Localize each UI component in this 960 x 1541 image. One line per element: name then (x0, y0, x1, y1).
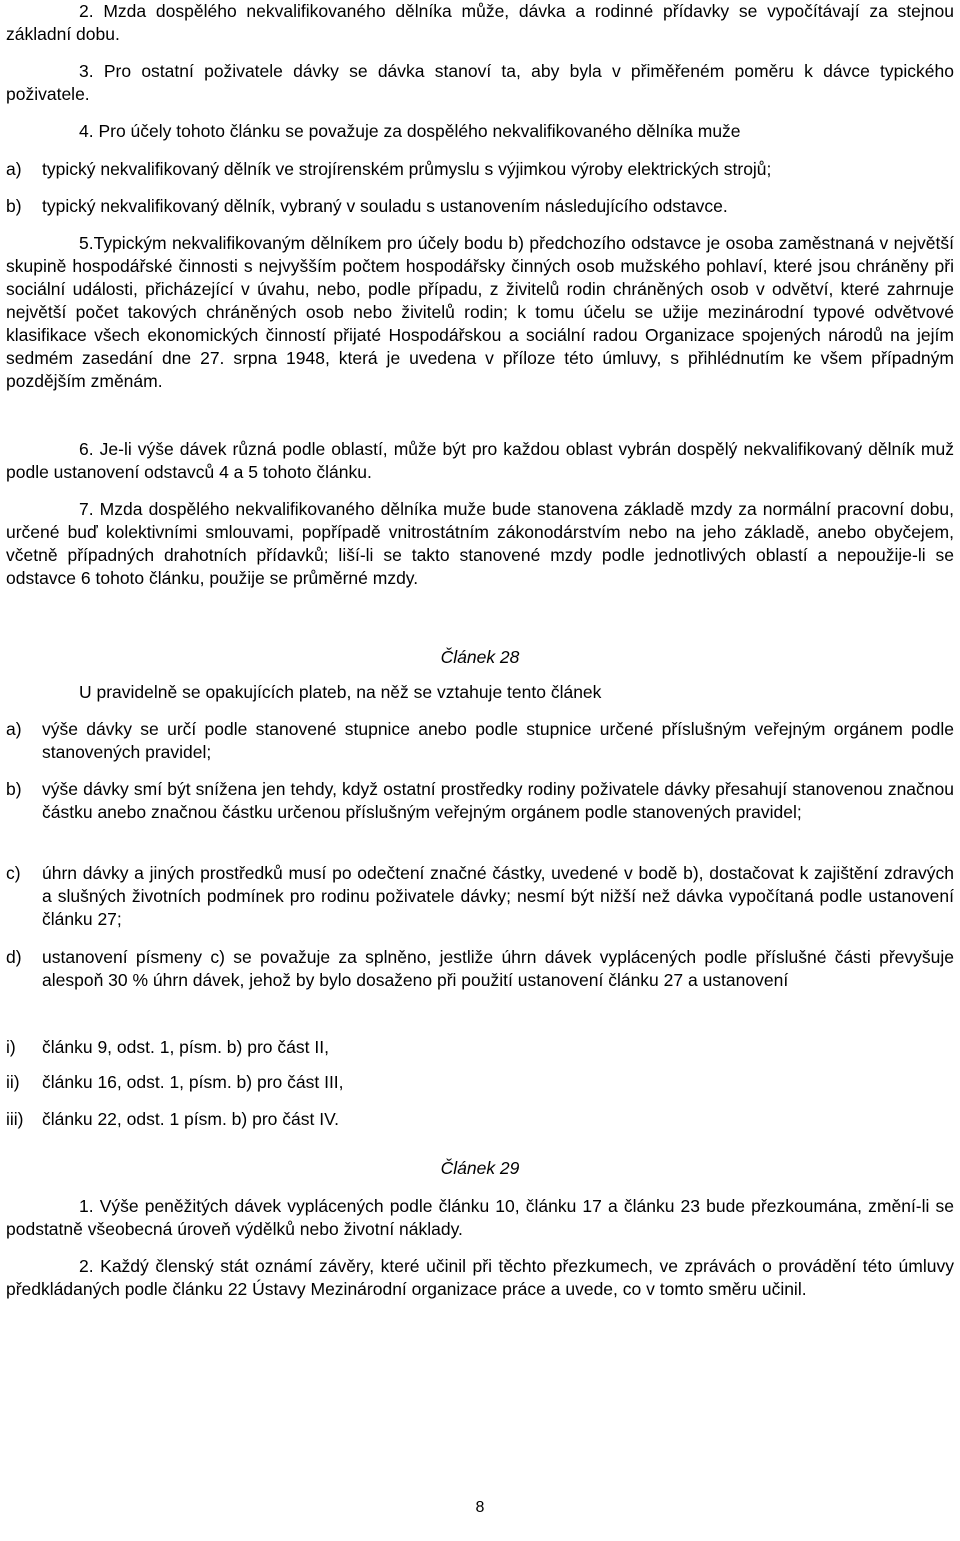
paragraph-5: 5.Typickým nekvalifikovaným dělníkem pro účely bodu b) předchozího odstavce je osoba zaměstnaná v největší skupině hospodářské činnosti s nejvyšším počtem hospodářsky činných osob mužského pohlaví, které jsou chráněny při sociální události, přicházející v úvahu, nebo, podle případu, z živitelů rodin chráněných osob v odvětví, které zahrnuje největší počet takových chráněných osob nebo živitelů rodin; k tomu účelu se užije mezinárodní typové odvětvové klasifikace všech ekonomických činností přijaté Hospodářskou a sociální radou Organizace spojených národů na jejím sedmém zasedání dne 27. srpna 1948, která je uvedena v příloze této úmluvy, s přihlédnutím ke všem případným pozdějším změnám. (6, 233, 954, 391)
article-28-intro: U pravidelně se opakujících plateb, na něž se vztahuje tento článek (79, 682, 602, 702)
list-item-text: typický nekvalifikovaný dělník, vybraný v souladu s ustanovením následujícího odstavce. (42, 196, 728, 216)
paragraph-6: 6. Je-li výše dávek různá podle oblastí, může být pro každou oblast vybrán dospělý nekvalifikovaný dělník muž podle ustanovení odstavců 4 a 5 tohoto článku. (6, 439, 954, 482)
list-item-text: článku 9, odst. 1, písm. b) pro část II, (42, 1037, 329, 1057)
paragraph-4: 4. Pro účely tohoto článku se považuje za dospělého nekvalifikovaného dělníka muže (79, 121, 741, 141)
article-28-item-a (6, 718, 954, 764)
article-28-item-ii (6, 1071, 954, 1094)
article-29-paragraph-1: 1. Výše peněžitých dávek vyplácených podle článku 10, článku 17 a článku 23 bude přezkoumána, změní-li se podstatně všeobecná úroveň výdělků nebo životní náklady. (6, 1196, 954, 1239)
list-marker: b) (6, 196, 22, 216)
article-29-heading: Článek 29 (440, 1158, 520, 1178)
list-item-text: ustanovení písmeny c) se považuje za splněno, jestliže úhrn dávek vyplácených podle příslušné části převyšuje alespoň 30 % úhrn dávek, jehož by bylo dosaženo při použití ustanovení článku 27 a ustanovení (42, 947, 954, 990)
list-marker: ii) (6, 1072, 20, 1092)
list-item-4a (6, 158, 954, 181)
list-item-text: článku 16, odst. 1, písm. b) pro část III, (42, 1072, 344, 1092)
list-marker: c) (6, 863, 21, 883)
list-marker: a) (6, 159, 22, 179)
list-item-text: výše dávky smí být snížena jen tehdy, když ostatní prostředky rodiny poživatele dávky přesahují stanovenou značnou částku anebo značnou částku určenou příslušným veřejným orgánem podle stanovených pravidel; (42, 779, 954, 822)
list-item-text: typický nekvalifikovaný dělník ve strojírenském průmyslu s výjimkou výroby elektrických strojů; (42, 159, 772, 179)
list-marker: iii) (6, 1109, 24, 1129)
list-marker: a) (6, 719, 22, 739)
list-marker: b) (6, 779, 22, 799)
list-marker: i) (6, 1037, 16, 1057)
article-28-item-d (6, 946, 954, 992)
list-item-text: článku 22, odst. 1 písm. b) pro část IV. (42, 1109, 340, 1129)
article-28-heading: Článek 28 (440, 647, 520, 667)
paragraph-3: 3. Pro ostatní poživatele dávky se dávka stanoví ta, aby byla v přiměřeném poměru k dávce typického poživatele. (6, 61, 954, 104)
article-28-item-iii (6, 1108, 954, 1131)
article-28-item-b (6, 778, 954, 824)
list-item-text: výše dávky se určí podle stanovené stupnice anebo podle stupnice určené příslušným veřejným orgánem podle stanovených pravidel; (42, 719, 954, 762)
page-number: 8 (475, 1499, 485, 1516)
list-marker: d) (6, 947, 22, 967)
article-29-paragraph-2: 2. Každý členský stát oznámí závěry, které učinil při těchto přezkumech, ve zprávách o provádění této úmluvy předkládaných podle článku 22 Ústavy Mezinárodní organizace práce a uvede, co v tomto směru učinil. (6, 1256, 954, 1299)
list-item-4b (6, 195, 954, 218)
list-item-text: úhrn dávky a jiných prostředků musí po odečtení značné částky, uvedené v bodě b), dostačovat k zajištění zdravých a slušných životních podmínek pro rodinu poživatele dávky; nesmí být nižší než dávka vypočítaná podle ustanovení článku 27; (42, 863, 954, 929)
paragraph-7: 7. Mzda dospělého nekvalifikovaného dělníka muže bude stanovena základě mzdy za normální pracovní dobu, určené buď kolektivními smlouvami, popřípadě vnitrostátním zákonodárstvím nebo na jeho základě, anebo obyčejem, včetně případných drahotních přídavků; liší-li se takto stanovené mzdy podle jednotlivých oblastí a nepoužije-li se odstavce 6 tohoto článku, použije se průměrné mzdy. (6, 499, 954, 588)
article-28-item-i (6, 1036, 954, 1059)
article-28-item-c (6, 862, 954, 931)
paragraph-2: 2. Mzda dospělého nekvalifikovaného dělníka může, dávka a rodinné přídavky se vypočítávají za stejnou základní dobu. (6, 1, 954, 44)
